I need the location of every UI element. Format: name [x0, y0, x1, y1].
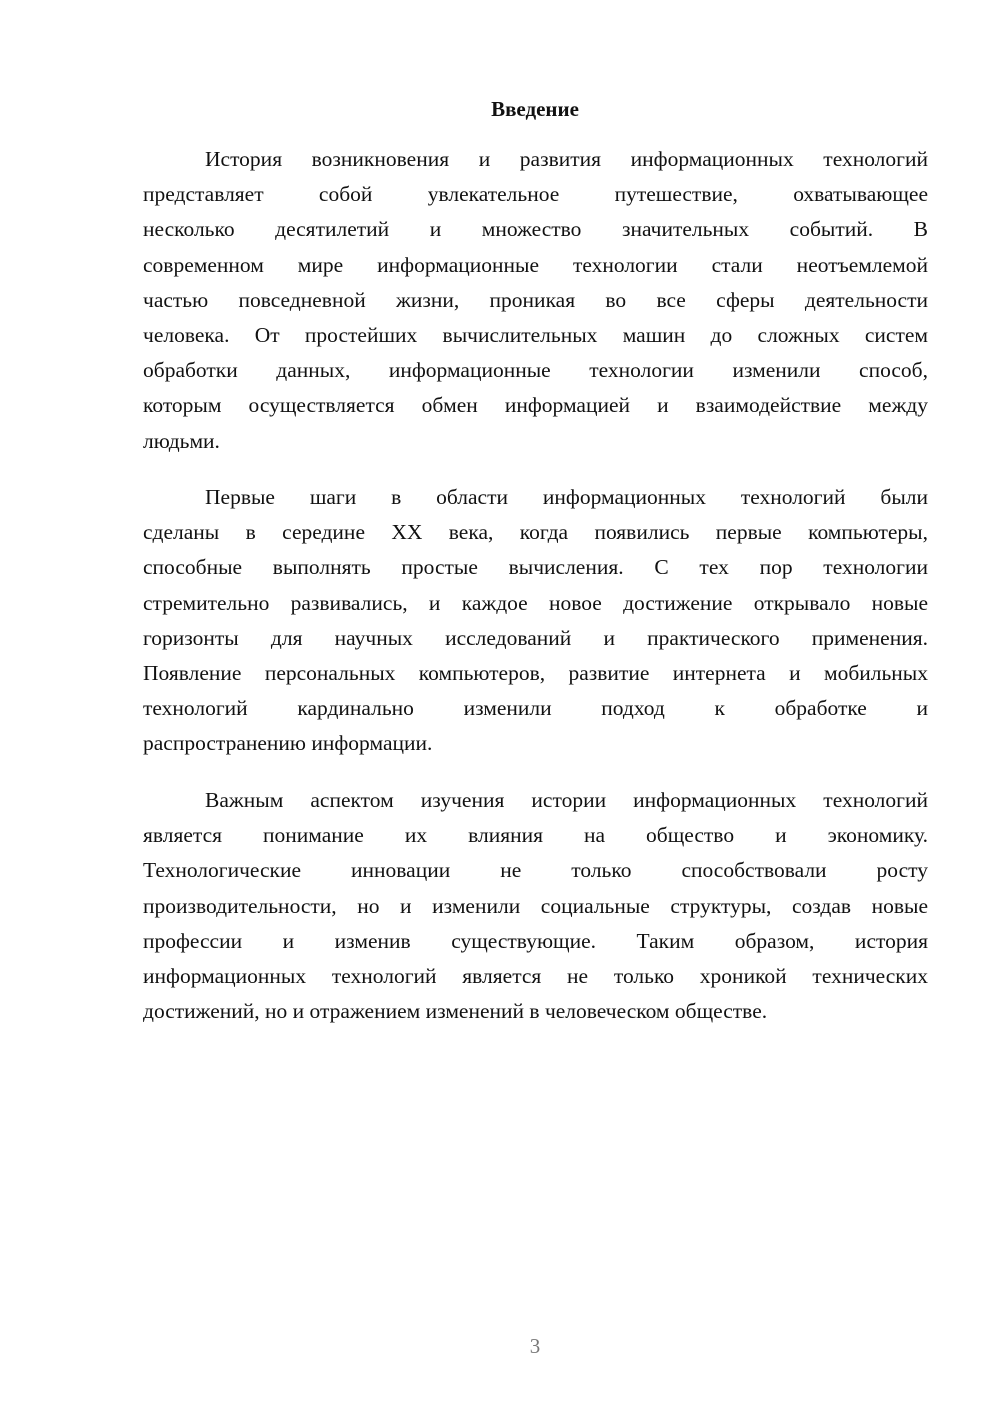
text-line: является понимание их влияния на общество и экономику.: [143, 823, 928, 848]
text-line: которым осуществляется обмен информацией и взаимодействие между: [143, 393, 928, 418]
text-line: людьми.: [143, 428, 220, 453]
text-line: Появление персональных компьютеров, развитие интернета и мобильных: [143, 660, 928, 685]
paragraph-3: [143, 783, 928, 1029]
text-line: История возникновения и развития информационных технологий: [205, 147, 928, 171]
text-line: технологий кардинально изменили подход к обработке и: [143, 696, 928, 721]
text-line: Первые шаги в области информационных технологий были: [205, 485, 928, 509]
text-line: способные выполнять простые вычисления. С тех пор технологии: [143, 555, 928, 580]
text-line: производительности, но и изменили социальные структуры, создав новые: [143, 893, 928, 918]
text-line: представляет собой увлекательное путешествие, охватывающее: [143, 182, 928, 207]
paragraph-1: [143, 142, 928, 459]
page-number: 3: [529, 1334, 541, 1358]
page-title: Введение: [491, 97, 579, 121]
text-line: Важным аспектом изучения истории информационных технологий: [205, 788, 928, 812]
text-line: Технологические инновации не только способствовали росту: [143, 858, 928, 883]
text-line: стремительно развивались, и каждое новое достижение открывало новые: [143, 590, 928, 615]
paragraph-2: [143, 480, 928, 762]
text-line: достижений, но и отражением изменений в человеческом обществе.: [143, 999, 768, 1024]
text-line: человека. От простейших вычислительных машин до сложных систем: [143, 322, 928, 347]
text-line: обработки данных, информационные технологии изменили способ,: [143, 358, 928, 383]
text-line: несколько десятилетий и множество значительных событий. В: [143, 217, 928, 242]
text-line: информационных технологий является не только хроникой технических: [143, 963, 928, 988]
text-line: горизонты для научных исследований и практического применения.: [143, 625, 928, 650]
text-line: распространению информации.: [143, 731, 433, 756]
text-line: частью повседневной жизни, проникая во все сферы деятельности: [143, 287, 928, 312]
text-line: сделаны в середине XX века, когда появились первые компьютеры,: [143, 520, 928, 545]
text-line: профессии и изменив существующие. Таким образом, история: [143, 928, 928, 953]
text-line: современном мире информационные технологии стали неотъемлемой: [143, 252, 928, 277]
